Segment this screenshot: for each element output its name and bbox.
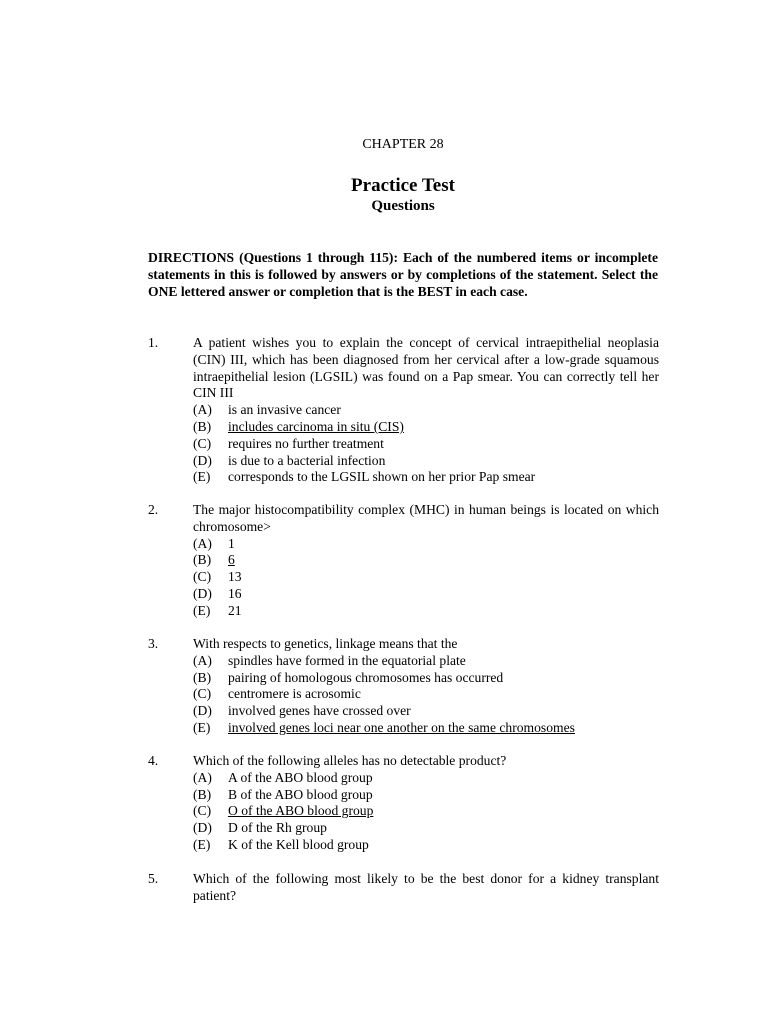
option-text: corresponds to the LGSIL shown on her prior Pap smear: [228, 469, 536, 485]
option-text: centromere is acrosomic: [228, 686, 361, 702]
question-number: 2.: [148, 502, 159, 517]
option-letter: (C): [193, 803, 212, 819]
option-letter: (C): [193, 435, 212, 451]
option-letter: (B): [193, 418, 212, 434]
option-text: K of the Kell blood group: [228, 836, 369, 852]
option-text: pairing of homologous chromosomes has occurred: [228, 669, 504, 685]
option-text: B of the ABO blood group: [228, 786, 373, 802]
option-text-correct: 6: [228, 552, 235, 568]
question-5: [148, 871, 659, 905]
option-c: [193, 803, 659, 820]
option-text: D of the Rh group: [228, 820, 327, 836]
question-1: [148, 335, 659, 486]
option-letter: (D): [193, 820, 212, 836]
chapter-heading: CHAPTER 28: [362, 137, 444, 152]
question-text: A patient wishes you to explain the concept of cervical intraepithelial neoplasia (CIN) III, which has been diagnosed from her cervical after a low-grade squamous intraepithelial lesion (LGSIL) was found on a Pap smear. You can correctly tell her CIN III: [193, 335, 659, 401]
option-letter: (B): [193, 552, 212, 568]
option-a: [193, 770, 659, 787]
option-letter: (E): [193, 469, 211, 485]
option-text-correct: O of the ABO blood group: [228, 803, 374, 819]
question-number: 3.: [148, 636, 159, 651]
question-text: The major histocompatibility complex (MHC) in human beings is located on which chromosome>: [193, 502, 659, 534]
question-2: [148, 502, 659, 620]
option-c: [193, 436, 659, 453]
option-letter: (B): [193, 786, 212, 802]
option-text: is an invasive cancer: [228, 402, 341, 418]
option-letter: (B): [193, 669, 212, 685]
question-4: [148, 753, 659, 854]
option-letter: (E): [193, 602, 211, 618]
question-text: Which of the following alleles has no detectable product?: [193, 753, 507, 768]
option-text: 13: [228, 569, 242, 585]
option-text: 21: [228, 602, 242, 618]
option-text-correct: includes carcinoma in situ (CIS): [228, 418, 404, 434]
question-3: [148, 636, 659, 737]
option-e: [193, 837, 659, 854]
option-letter: (E): [193, 836, 211, 852]
option-letter: (A): [193, 652, 212, 668]
option-text: 16: [228, 585, 242, 601]
option-letter: (E): [193, 719, 211, 735]
option-c: [193, 569, 659, 586]
option-text: spindles have formed in the equatorial plate: [228, 652, 466, 668]
option-d: [193, 703, 659, 720]
option-b: [193, 787, 659, 804]
option-b: [193, 419, 659, 436]
option-c: [193, 686, 659, 703]
option-d: [193, 453, 659, 470]
question-number: 1.: [148, 335, 159, 350]
option-b: [193, 552, 659, 569]
option-letter: (A): [193, 402, 212, 418]
option-e: [193, 469, 659, 486]
question-number: 4.: [148, 753, 159, 768]
option-text: requires no further treatment: [228, 435, 384, 451]
question-text: Which of the following most likely to be the best donor for a kidney transplant patient?: [193, 871, 659, 903]
directions-paragraph: DIRECTIONS (Questions 1 through 115): Each of the numbered items or incomplete statements in this is followed by answers or by completions of the statement. Select the ONE lettered answer or completion that is the BEST in each case.: [148, 250, 658, 299]
option-a: [193, 402, 659, 419]
option-letter: (D): [193, 585, 212, 601]
option-e: [193, 720, 659, 737]
question-number: 5.: [148, 871, 159, 886]
option-b: [193, 670, 659, 687]
option-letter: (C): [193, 686, 212, 702]
option-text-correct: involved genes loci near one another on the same chromosomes: [228, 719, 575, 735]
option-text: involved genes have crossed over: [228, 703, 411, 719]
option-a: [193, 653, 659, 670]
option-letter: (D): [193, 452, 212, 468]
option-d: [193, 820, 659, 837]
option-text: A of the ABO blood group: [228, 769, 373, 785]
option-letter: (C): [193, 569, 212, 585]
option-text: 1: [228, 535, 235, 551]
question-text: With respects to genetics, linkage means that the: [193, 636, 458, 651]
option-letter: (D): [193, 703, 212, 719]
page-subtitle: Questions: [371, 198, 435, 214]
option-a: [193, 536, 659, 553]
option-letter: (A): [193, 535, 212, 551]
option-text: is due to a bacterial infection: [228, 452, 386, 468]
page-title: Practice Test: [351, 175, 455, 196]
option-letter: (A): [193, 769, 212, 785]
option-d: [193, 586, 659, 603]
option-e: [193, 603, 659, 620]
